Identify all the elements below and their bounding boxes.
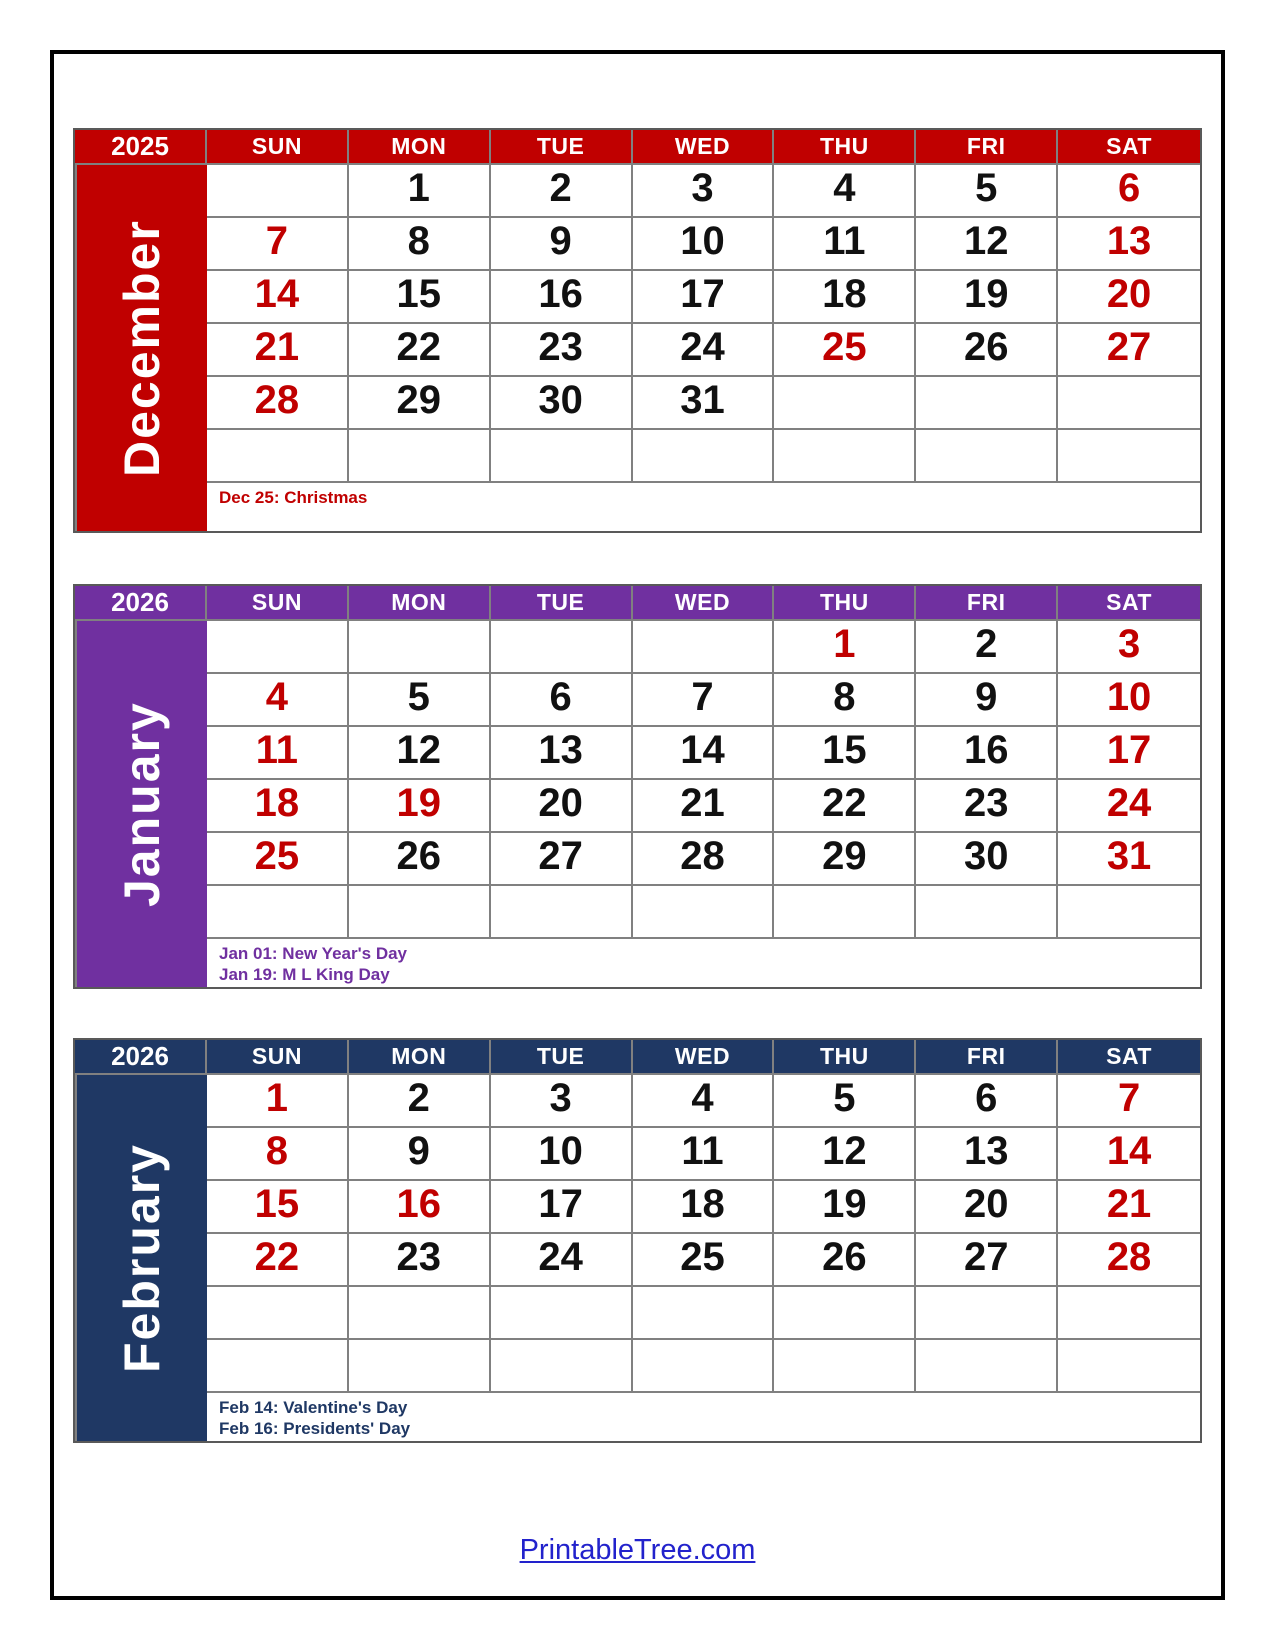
weekday-header-mon: MON bbox=[349, 586, 491, 621]
date-cell: 14 bbox=[633, 727, 775, 780]
date-cell: 5 bbox=[349, 674, 491, 727]
date-cell: 19 bbox=[916, 271, 1058, 324]
date-cell: 16 bbox=[491, 271, 633, 324]
date-cell bbox=[491, 621, 633, 674]
holiday-note-line: Jan 01: New Year's Day bbox=[219, 944, 408, 963]
date-cell: 13 bbox=[491, 727, 633, 780]
date-cell bbox=[491, 886, 633, 939]
date-cell: 23 bbox=[491, 324, 633, 377]
date-cell bbox=[349, 886, 491, 939]
date-cell: 2 bbox=[349, 1075, 491, 1128]
weekday-header-mon: MON bbox=[349, 1040, 491, 1075]
date-cell: 5 bbox=[774, 1075, 916, 1128]
date-cell bbox=[633, 1340, 775, 1393]
date-cell: 24 bbox=[491, 1234, 633, 1287]
date-cell: 4 bbox=[207, 674, 349, 727]
date-cell: 23 bbox=[349, 1234, 491, 1287]
date-cell bbox=[1058, 377, 1200, 430]
holiday-note-line: Jan 19: M L King Day bbox=[219, 965, 390, 984]
date-cell: 28 bbox=[207, 377, 349, 430]
date-cell: 8 bbox=[349, 218, 491, 271]
date-cell: 4 bbox=[633, 1075, 775, 1128]
date-cell: 18 bbox=[774, 271, 916, 324]
date-cell bbox=[207, 621, 349, 674]
date-cell: 7 bbox=[633, 674, 775, 727]
date-cell: 1 bbox=[774, 621, 916, 674]
date-cell: 24 bbox=[633, 324, 775, 377]
date-cell: 4 bbox=[774, 165, 916, 218]
date-cell: 16 bbox=[349, 1181, 491, 1234]
date-cell: 6 bbox=[1058, 165, 1200, 218]
february-2026-calendar bbox=[73, 1038, 1202, 1443]
footer bbox=[0, 1534, 1275, 1567]
date-cell: 29 bbox=[774, 833, 916, 886]
date-cell: 30 bbox=[916, 833, 1058, 886]
footer-link[interactable]: PrintableTree.com bbox=[519, 1534, 756, 1566]
weekday-header-sat: SAT bbox=[1058, 586, 1200, 621]
weekday-header-wed: WED bbox=[633, 586, 775, 621]
date-cell: 17 bbox=[633, 271, 775, 324]
weekday-header-tue: TUE bbox=[491, 130, 633, 165]
weekday-header-thu: THU bbox=[774, 586, 916, 621]
date-cell: 11 bbox=[207, 727, 349, 780]
holiday-notes bbox=[207, 1393, 1200, 1441]
date-cell bbox=[916, 886, 1058, 939]
date-cell: 25 bbox=[207, 833, 349, 886]
date-cell: 28 bbox=[633, 833, 775, 886]
date-cell: 16 bbox=[916, 727, 1058, 780]
date-cell: 20 bbox=[916, 1181, 1058, 1234]
december-2025-calendar bbox=[73, 128, 1202, 533]
date-cell bbox=[916, 1287, 1058, 1340]
date-cell: 26 bbox=[774, 1234, 916, 1287]
date-cell: 2 bbox=[916, 621, 1058, 674]
month-name-label: January bbox=[75, 621, 207, 987]
date-cell: 13 bbox=[916, 1128, 1058, 1181]
date-cell bbox=[207, 886, 349, 939]
date-cell: 12 bbox=[774, 1128, 916, 1181]
date-cell: 1 bbox=[207, 1075, 349, 1128]
date-cell: 31 bbox=[633, 377, 775, 430]
date-cell: 20 bbox=[491, 780, 633, 833]
date-cell: 29 bbox=[349, 377, 491, 430]
weekday-header-thu: THU bbox=[774, 1040, 916, 1075]
weekday-header-sat: SAT bbox=[1058, 130, 1200, 165]
date-cell: 15 bbox=[349, 271, 491, 324]
month-name-label: December bbox=[75, 165, 207, 531]
date-cell: 7 bbox=[207, 218, 349, 271]
weekday-header-thu: THU bbox=[774, 130, 916, 165]
date-cell: 15 bbox=[774, 727, 916, 780]
date-cell: 10 bbox=[491, 1128, 633, 1181]
date-cell bbox=[774, 377, 916, 430]
date-cell bbox=[349, 1287, 491, 1340]
date-cell: 14 bbox=[207, 271, 349, 324]
date-cell: 9 bbox=[349, 1128, 491, 1181]
date-cell bbox=[349, 621, 491, 674]
date-cell: 25 bbox=[633, 1234, 775, 1287]
date-cell bbox=[1058, 430, 1200, 483]
date-cell bbox=[1058, 886, 1200, 939]
date-cell: 3 bbox=[633, 165, 775, 218]
date-cell: 2 bbox=[491, 165, 633, 218]
weekday-header-fri: FRI bbox=[916, 1040, 1058, 1075]
date-cell: 11 bbox=[633, 1128, 775, 1181]
date-cell bbox=[916, 377, 1058, 430]
date-cell: 21 bbox=[633, 780, 775, 833]
date-cell: 26 bbox=[916, 324, 1058, 377]
weekday-header-fri: FRI bbox=[916, 130, 1058, 165]
date-cell bbox=[207, 430, 349, 483]
date-cell: 22 bbox=[774, 780, 916, 833]
date-cell bbox=[774, 1340, 916, 1393]
weekday-header-wed: WED bbox=[633, 130, 775, 165]
date-cell bbox=[349, 1340, 491, 1393]
month-name-label: February bbox=[75, 1075, 207, 1441]
date-cell bbox=[916, 1340, 1058, 1393]
date-cell bbox=[774, 1287, 916, 1340]
date-cell bbox=[1058, 1287, 1200, 1340]
date-cell: 19 bbox=[774, 1181, 916, 1234]
holiday-note-line: Feb 16: Presidents' Day bbox=[219, 1419, 411, 1438]
date-cell: 18 bbox=[633, 1181, 775, 1234]
weekday-header-tue: TUE bbox=[491, 1040, 633, 1075]
date-cell: 12 bbox=[916, 218, 1058, 271]
date-cell bbox=[774, 886, 916, 939]
date-cell bbox=[633, 621, 775, 674]
year-label: 2026 bbox=[75, 586, 207, 621]
date-cell bbox=[207, 1340, 349, 1393]
date-cell: 12 bbox=[349, 727, 491, 780]
date-cell: 24 bbox=[1058, 780, 1200, 833]
weekday-header-tue: TUE bbox=[491, 586, 633, 621]
date-cell: 25 bbox=[774, 324, 916, 377]
date-cell: 17 bbox=[491, 1181, 633, 1234]
date-cell: 11 bbox=[774, 218, 916, 271]
weekday-header-sun: SUN bbox=[207, 130, 349, 165]
holiday-note-line: Dec 25: Christmas bbox=[219, 488, 368, 507]
date-cell: 18 bbox=[207, 780, 349, 833]
weekday-header-sun: SUN bbox=[207, 1040, 349, 1075]
date-cell bbox=[491, 1340, 633, 1393]
date-cell: 15 bbox=[207, 1181, 349, 1234]
date-cell: 17 bbox=[1058, 727, 1200, 780]
date-cell: 30 bbox=[491, 377, 633, 430]
holiday-note-line: Feb 14: Valentine's Day bbox=[219, 1398, 408, 1417]
date-cell: 14 bbox=[1058, 1128, 1200, 1181]
date-cell: 28 bbox=[1058, 1234, 1200, 1287]
date-cell bbox=[491, 430, 633, 483]
date-cell bbox=[916, 430, 1058, 483]
date-cell: 27 bbox=[491, 833, 633, 886]
holiday-notes bbox=[207, 483, 1200, 531]
weekday-header-fri: FRI bbox=[916, 586, 1058, 621]
date-cell: 26 bbox=[349, 833, 491, 886]
date-cell: 21 bbox=[207, 324, 349, 377]
date-cell: 13 bbox=[1058, 218, 1200, 271]
date-cell: 6 bbox=[916, 1075, 1058, 1128]
date-cell: 27 bbox=[1058, 324, 1200, 377]
date-cell: 3 bbox=[491, 1075, 633, 1128]
date-cell: 7 bbox=[1058, 1075, 1200, 1128]
date-cell: 10 bbox=[1058, 674, 1200, 727]
date-cell: 23 bbox=[916, 780, 1058, 833]
date-cell bbox=[633, 886, 775, 939]
weekday-header-wed: WED bbox=[633, 1040, 775, 1075]
date-cell: 5 bbox=[916, 165, 1058, 218]
weekday-header-sun: SUN bbox=[207, 586, 349, 621]
date-cell: 9 bbox=[916, 674, 1058, 727]
date-cell: 3 bbox=[1058, 621, 1200, 674]
date-cell bbox=[633, 430, 775, 483]
date-cell bbox=[207, 165, 349, 218]
date-cell: 27 bbox=[916, 1234, 1058, 1287]
year-label: 2025 bbox=[75, 130, 207, 165]
date-cell: 20 bbox=[1058, 271, 1200, 324]
holiday-notes bbox=[207, 939, 1200, 987]
weekday-header-mon: MON bbox=[349, 130, 491, 165]
date-cell: 22 bbox=[349, 324, 491, 377]
date-cell: 8 bbox=[774, 674, 916, 727]
date-cell: 8 bbox=[207, 1128, 349, 1181]
date-cell: 9 bbox=[491, 218, 633, 271]
date-cell: 6 bbox=[491, 674, 633, 727]
date-cell bbox=[349, 430, 491, 483]
date-cell: 19 bbox=[349, 780, 491, 833]
date-cell bbox=[491, 1287, 633, 1340]
date-cell bbox=[1058, 1340, 1200, 1393]
year-label: 2026 bbox=[75, 1040, 207, 1075]
date-cell: 10 bbox=[633, 218, 775, 271]
january-2026-calendar bbox=[73, 584, 1202, 989]
date-cell: 22 bbox=[207, 1234, 349, 1287]
date-cell: 1 bbox=[349, 165, 491, 218]
date-cell bbox=[774, 430, 916, 483]
weekday-header-sat: SAT bbox=[1058, 1040, 1200, 1075]
date-cell bbox=[207, 1287, 349, 1340]
date-cell: 31 bbox=[1058, 833, 1200, 886]
date-cell bbox=[633, 1287, 775, 1340]
date-cell: 21 bbox=[1058, 1181, 1200, 1234]
